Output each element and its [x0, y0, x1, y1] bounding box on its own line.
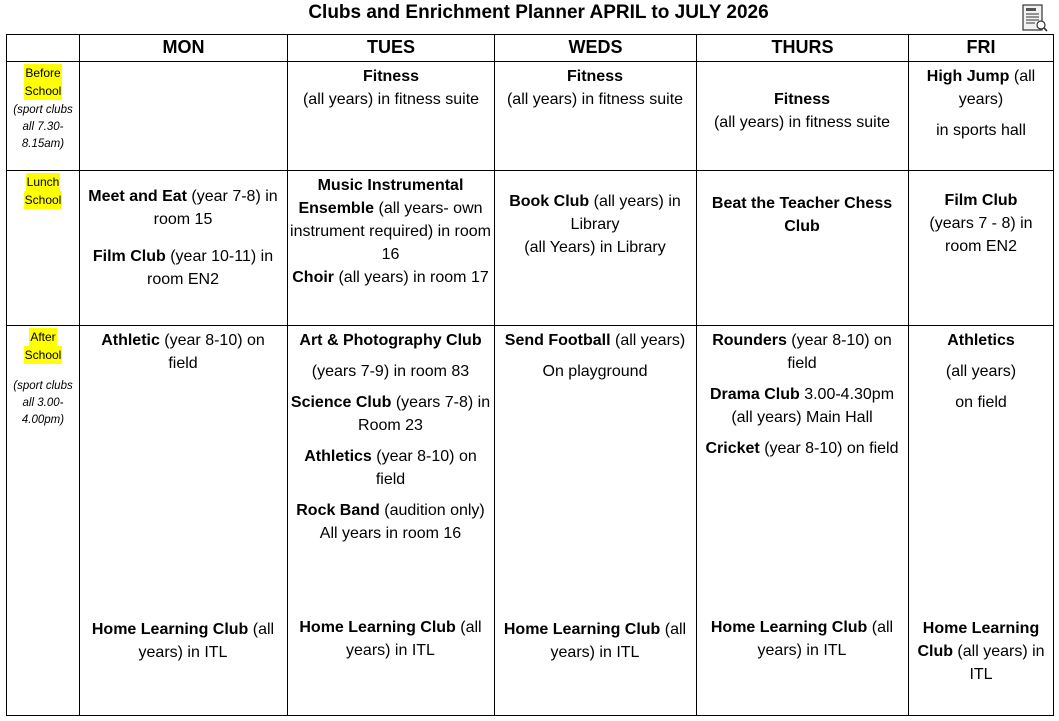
- cell-lunch-wed: Book Club (all years) in Library (all Years) in Library: [509, 193, 681, 256]
- header-tue: TUES: [366, 37, 415, 57]
- row-label-after: After School (sport clubs all 3.00-4.00pm): [13, 330, 73, 426]
- cell-lunch-fri: Film Club (years 7 - 8) in room EN2: [929, 192, 1033, 255]
- cell-after-thu: Rounders (year 8-10) on field Drama Club 3.00-4.30pm (all years) Main Hall Cricket (year 8-10) on field: [705, 332, 899, 457]
- cell-after-fri-home-learning: Home Learning Club (all years) in ITL: [917, 620, 1045, 683]
- cell-before-tue: Fitness (all years) in fitness suite: [302, 68, 480, 108]
- cell-before-wed: Fitness (all years) in fitness suite: [506, 68, 684, 108]
- cell-lunch-mon: Meet and Eat (year 7-8) in room 15 Film Club (year 10-11) in room EN2: [88, 188, 278, 288]
- row-label-before: Before School (sport clubs all 7.30-8.15am): [13, 66, 73, 150]
- header-wed: WEDS: [568, 37, 623, 57]
- cell-before-fri: High Jump (all years) in sports hall: [926, 68, 1036, 139]
- cell-before-thu: Fitness (all years) in fitness suite: [713, 91, 891, 131]
- cell-after-mon-home-learning: Home Learning Club (all years) in ITL: [91, 621, 275, 661]
- cell-after-fri: Athletics (all years) on field: [945, 332, 1017, 411]
- cell-lunch-thu: Beat the Teacher Chess Club: [711, 195, 893, 235]
- header-fri: FRI: [966, 37, 996, 57]
- cell-after-tue-home-learning: Home Learning Club (all years) in ITL: [299, 619, 482, 659]
- cell-after-wed: Send Football (all years) On playground: [504, 332, 686, 380]
- header-mon: MON: [162, 37, 205, 57]
- document-icon: [1020, 3, 1048, 33]
- cell-after-tue: Art & Photography Club (years 7-9) in room 83 Science Club (years 7-8) in Room 23 Athletics (year 8-10) on field Rock Band (audition only) All years in room 16: [290, 332, 491, 542]
- cell-after-wed-home-learning: Home Learning Club (all years) in ITL: [503, 621, 687, 661]
- cell-lunch-tue: Music Instrumental Ensemble (all years- own instrument required) in room 16 Choir (all years) in room 17: [290, 177, 491, 286]
- page-title: Clubs and Enrichment Planner APRIL to JULY 2026: [308, 2, 769, 23]
- cell-after-mon: Athletic (year 8-10) on field: [101, 332, 265, 372]
- cell-after-thu-home-learning: Home Learning Club (all years) in ITL: [710, 619, 894, 659]
- row-label-lunch: Lunch School: [24, 175, 62, 207]
- header-thu: THURS: [771, 37, 834, 57]
- planner-table: [6, 34, 1054, 716]
